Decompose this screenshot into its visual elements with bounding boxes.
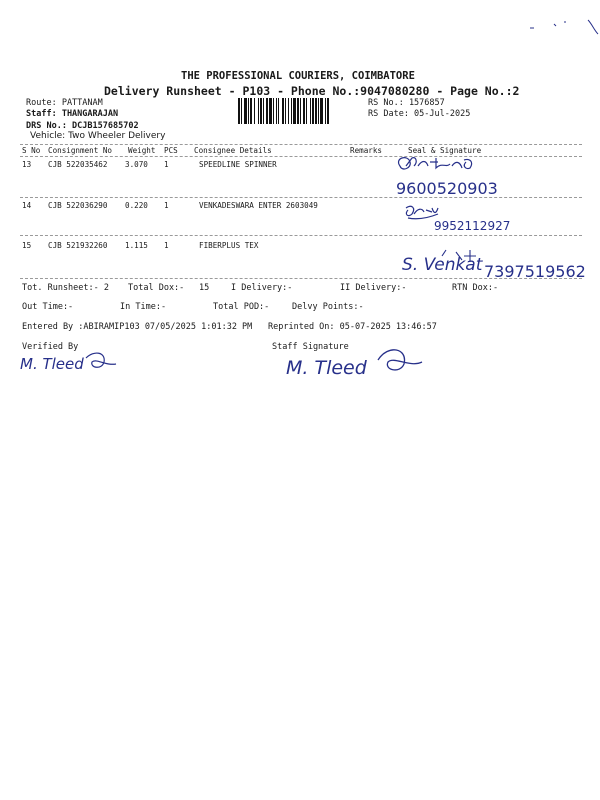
rs-number: RS No.: 1576857 <box>368 98 445 108</box>
row-14-rule <box>20 235 582 236</box>
barcode-bar <box>306 98 307 124</box>
row-13-signature-stamp <box>392 152 542 198</box>
row-14-signature-stamp <box>400 200 550 234</box>
barcode-bar <box>293 98 296 124</box>
barcode-bar <box>238 98 240 124</box>
ii-delivery: II Delivery:- <box>340 283 407 293</box>
barcode-bar <box>288 98 289 124</box>
verified-by-signature <box>16 348 136 376</box>
barcode-bar <box>303 98 305 124</box>
row-15-signature-phone: 7397519562 <box>484 262 586 281</box>
row-14-weight: 0.220 <box>125 201 148 210</box>
header-top-rule <box>20 144 582 145</box>
i-delivery: I Delivery:- <box>231 283 293 293</box>
row-15-weight: 1.115 <box>125 241 148 250</box>
barcode <box>238 98 364 124</box>
barcode-bar <box>291 98 292 124</box>
col-weight: Weight <box>128 146 156 155</box>
row-13-consignee: SPEEDLINE SPINNER <box>199 160 277 169</box>
col-seal-signature: Seal & Signature <box>408 146 482 155</box>
total-dox-label: Total Dox:- <box>128 283 185 293</box>
barcode-bar <box>244 98 247 124</box>
rtn-dox: RTN Dox:- <box>452 283 499 293</box>
col-consignee: Consignee Details <box>194 146 272 155</box>
barcode-bar <box>260 98 262 124</box>
barcode-bar <box>320 98 323 124</box>
tot-runsheet: Tot. Runsheet:- 2 <box>22 283 109 293</box>
col-pcs: PCS <box>164 146 178 155</box>
total-dox-value: 15 <box>199 283 210 293</box>
barcode-bar <box>297 98 299 124</box>
delvy-points: Delvy Points:- <box>292 302 364 312</box>
row-13-signature-phone: 9600520903 <box>396 179 498 198</box>
total-pod: Total POD:- <box>213 302 270 312</box>
barcode-bar <box>263 98 264 124</box>
runsheet-subtitle: Delivery Runsheet - P103 - Phone No.:9047080280 - Page No.:2 <box>104 84 520 98</box>
col-consignment: Consignment No <box>48 146 113 155</box>
col-sno: S No <box>22 146 41 155</box>
row-15-signature-name: S. Venkat <box>402 255 483 275</box>
row-15-sno: 15 <box>22 241 32 250</box>
company-title: THE PROFESSIONAL COURIERS, COIMBATORE <box>181 70 415 82</box>
barcode-bar <box>248 98 249 124</box>
barcode-bar <box>327 98 329 124</box>
barcode-bar <box>266 98 268 124</box>
in-time: In Time:- <box>120 302 167 312</box>
drs-number: DRS No.: DCJB157685702 <box>26 121 139 131</box>
row-15-pcs: 1 <box>164 241 169 250</box>
barcode-bar <box>241 98 242 124</box>
row-14-signature-phone: 9952112927 <box>434 219 511 233</box>
out-time: Out Time:- <box>22 302 74 312</box>
rs-date: RS Date: 05-Jul-2025 <box>368 109 471 119</box>
col-remarks: Remarks <box>350 146 383 155</box>
row-13-weight: 3.070 <box>125 160 148 169</box>
barcode-bar <box>250 98 252 124</box>
svg-text:M. Tleed: M. Tleed <box>20 355 84 373</box>
reprinted-on: Reprinted On: 05-07-2025 13:46:57 <box>268 322 437 332</box>
entered-by: Entered By :ABIRAMIP103 07/05/2025 1:01:32 PM <box>22 322 253 332</box>
barcode-bar <box>276 98 277 124</box>
staff-signature-label: Staff Signature <box>272 342 349 352</box>
verified-by-label: Verified By <box>22 342 79 352</box>
row-13-sno: 13 <box>22 160 32 169</box>
barcode-bar <box>258 98 259 124</box>
barcode-bar <box>315 98 317 124</box>
route-label: Route: PATTANAM <box>26 98 103 108</box>
staff-signature <box>282 342 442 384</box>
row-15-consignment: CJB 521932260 <box>48 241 108 250</box>
scan-marks <box>524 18 600 38</box>
row-13-pcs: 1 <box>164 160 169 169</box>
barcode-bar <box>278 98 279 124</box>
barcode-bar <box>273 98 274 124</box>
staff-label: Staff: THANGARAJAN <box>26 109 119 119</box>
row-14-pcs: 1 <box>164 201 169 210</box>
barcode-bar <box>285 98 286 124</box>
vehicle-label: Vehicle: Two Wheeler Delivery <box>30 131 166 141</box>
svg-text:M. Tleed: M. Tleed <box>286 357 367 379</box>
row-15-signature-stamp <box>398 246 598 282</box>
row-14-consignment: CJB 522036290 <box>48 201 108 210</box>
row-14-consignee: VENKADESWARA ENTER 2603049 <box>199 201 318 210</box>
barcode-bar <box>310 98 311 124</box>
barcode-bar <box>282 98 284 124</box>
row-15-consignee: FIBERPLUS TEX <box>199 241 259 250</box>
barcode-bar <box>254 98 255 124</box>
barcode-bar <box>312 98 314 124</box>
barcode-bar <box>300 98 301 124</box>
row-14-sno: 14 <box>22 201 32 210</box>
row-13-consignment: CJB 522035462 <box>48 160 108 169</box>
barcode-bar <box>325 98 326 124</box>
barcode-bar <box>318 98 319 124</box>
barcode-bar <box>269 98 272 124</box>
